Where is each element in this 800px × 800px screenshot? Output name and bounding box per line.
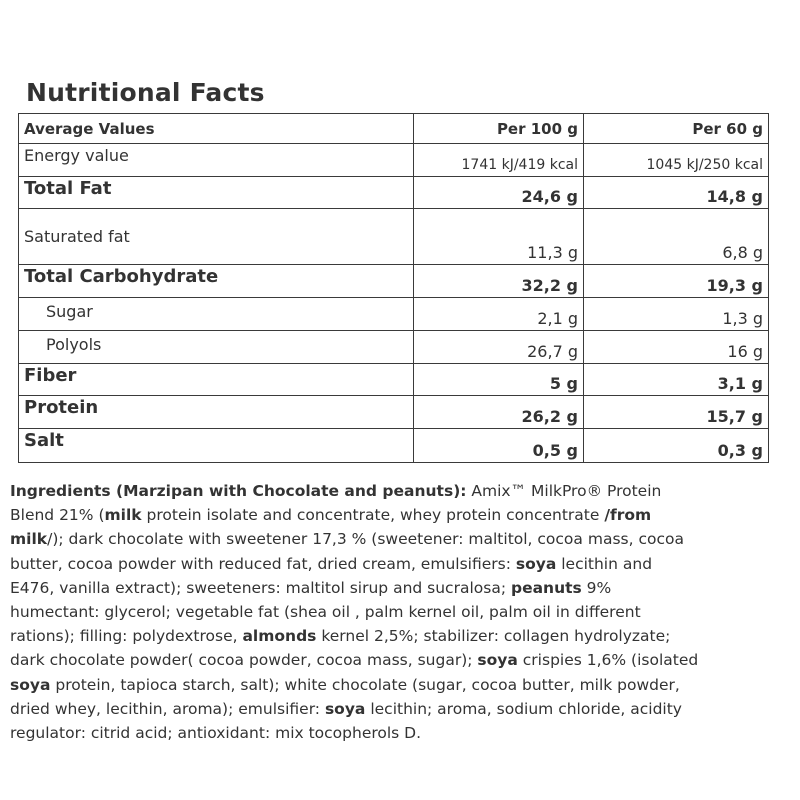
row-value-per-60g: 15,7 g	[584, 396, 769, 429]
ingredients-segment: milk	[104, 506, 142, 525]
table-row-energy	[19, 144, 769, 177]
table-row-sugar	[19, 298, 769, 331]
ingredients-segment: soya	[477, 651, 518, 670]
ingredients-segment: kernel 2,5%; stabilizer: collagen hydrolyzate; dark chocolate powder( cocoa powder, cocoa mass, sugar);	[10, 627, 671, 670]
table-row-total-carbohydrate	[19, 265, 769, 298]
row-label: Salt	[19, 429, 414, 463]
row-value-per-60g: 1045 kJ/250 kcal	[584, 144, 769, 177]
row-value-per-100g: 2,1 g	[414, 298, 584, 331]
row-value-per-100g: 1741 kJ/419 kcal	[414, 144, 584, 177]
table-row-salt	[19, 429, 769, 463]
ingredients-segment: almonds	[242, 627, 317, 646]
header-per-60g: Per 60 g	[584, 114, 769, 144]
ingredients-segment: Amix™ MilkPro® Protein Blend 21% (	[10, 482, 662, 525]
table-row-fiber	[19, 364, 769, 396]
ingredients-segment: lecithin; aroma, sodium chloride, acidity regulator: citrid acid; antioxidant: mix tocopherols D.	[10, 699, 682, 743]
table-row-total-fat	[19, 177, 769, 209]
row-label: Energy value	[19, 144, 414, 177]
table-row-saturated-fat	[19, 209, 769, 265]
row-value-per-60g: 3,1 g	[584, 364, 769, 396]
row-value-per-60g: 14,8 g	[584, 177, 769, 209]
row-label: Fiber	[19, 364, 414, 396]
page-title: Nutritional Facts	[26, 78, 265, 107]
ingredients-segment: soya	[515, 554, 557, 573]
header-average-values: Average Values	[19, 114, 414, 144]
row-label: Total Carbohydrate	[19, 265, 414, 298]
row-value-per-60g: 1,3 g	[584, 298, 769, 331]
row-label: Sugar	[19, 298, 414, 331]
row-label: Total Fat	[19, 177, 414, 209]
row-value-per-60g: 16 g	[584, 331, 769, 364]
ingredients-segment: soya	[10, 675, 51, 694]
ingredients-segment: 9% humectant: glycerol; vegetable fat (shea oil , palm kernel oil, palm oil in different rations); filling: polydextrose,	[10, 578, 641, 646]
table-row-protein	[19, 396, 769, 429]
row-label: Protein	[19, 396, 414, 429]
row-label: Polyols	[19, 331, 414, 364]
ingredients-segment: protein, tapioca starch, salt); white chocolate (sugar, cocoa butter, milk powder, dried whey, lecithin, aroma); emulsifier:	[10, 675, 680, 718]
row-value-per-60g: 6,8 g	[584, 209, 769, 265]
table-row-polyols	[19, 331, 769, 364]
ingredients-segment: /); dark chocolate with sweetener 17,3 % (sweetener: maltitol, cocoa mass, cocoa butter, cocoa powder with reduced fat, dried cream, emulsifiers:	[10, 530, 684, 573]
row-value-per-100g: 26,2 g	[414, 396, 584, 429]
header-per-100g: Per 100 g	[414, 114, 584, 144]
row-value-per-100g: 24,6 g	[414, 177, 584, 209]
nutrition-table	[18, 113, 769, 463]
table-header-row	[19, 114, 769, 144]
ingredients-segment: crispies 1,6% (isolated	[517, 651, 699, 670]
row-value-per-100g: 5 g	[414, 364, 584, 396]
row-value-per-100g: 0,5 g	[414, 429, 584, 463]
row-value-per-100g: 26,7 g	[414, 331, 584, 364]
row-value-per-60g: 0,3 g	[584, 429, 769, 463]
ingredients-segment: peanuts	[510, 578, 582, 597]
ingredients-segment: /from milk	[10, 506, 652, 549]
ingredients-text	[10, 479, 700, 745]
row-value-per-60g: 19,3 g	[584, 265, 769, 298]
ingredients-segment: lecithin and E476, vanilla extract); sweeteners: maltitol sirup and sucralosa;	[10, 554, 653, 597]
ingredients-segment: protein isolate and concentrate, whey protein concentrate	[141, 506, 605, 525]
row-value-per-100g: 11,3 g	[414, 209, 584, 265]
ingredients-segment: Ingredients (Marzipan with Chocolate and peanuts):	[10, 482, 467, 500]
row-value-per-100g: 32,2 g	[414, 265, 584, 298]
ingredients-segment: soya	[324, 699, 366, 718]
row-label: Saturated fat	[19, 209, 414, 265]
